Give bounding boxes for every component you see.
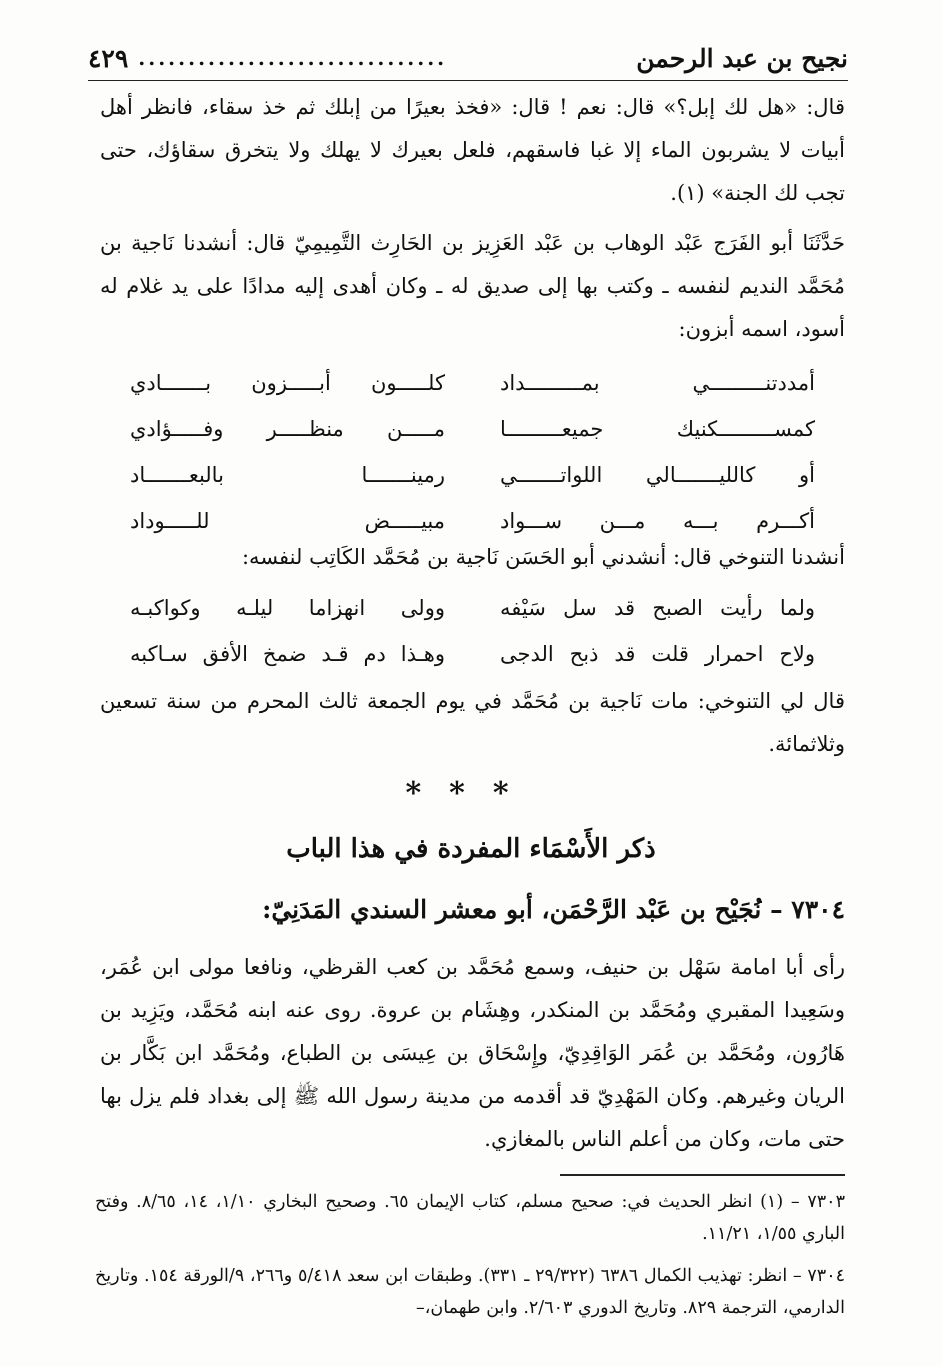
header-title: نجيح بن عبد الرحمن [636, 43, 848, 73]
entry-heading: ٧٣٠٤ – نُجَيْح بن عَبْد الرَّحْمَن، أبو معشر السندي المَدَنِيّ: [262, 895, 845, 924]
poem-2 [130, 585, 815, 677]
verse-first-hemistich: أمددتنـــــــــي بمـــــــــداد [500, 371, 815, 395]
header-left [88, 44, 447, 73]
verse-second-hemistich: رمينـــــــا بالبعـــــــاد [130, 463, 445, 487]
verse-row [130, 631, 815, 677]
verse-row [130, 585, 815, 631]
footnote: ٧٣٠٣ – (١) انظر الحديث في: صحيح مسلم، كتاب الإيمان ٦٥. وصحيح البخاري ١/١٠، ١٤، ٨/٦٥. وفتح الباري ١/٥٥، ١١/٢١. [95, 1192, 845, 1244]
top-paragraph-2: حَدَّثَنَا أبو الفَرَج عَبْد الوهاب بن عَبْد العَزِيز بن الحَارِث التَّمِيمِيّ قال: أنشدنا نَاجية بن مُحَمَّد النديم لنفسه ـ وكتب بها إلى صديق له ـ وكان أهدى إليه مدادًا على يد غلام له أسود، اسمه أبزون: [100, 231, 845, 341]
top-paragraph-1: قال: «هل لك إبل؟» قال: نعم ! قال: «فخذ بعيرًا من إبلك ثم خذ سقاء، فانظر أهل أبيات لا يشربون الماء إلا غبا فاسقهم، فلعل بعيرك لا يهلك ولا يتخرق سقاؤك، حتى تجب لك الجنة» (١). [100, 95, 845, 205]
verse-second-hemistich: مبيـــــض للـــــوداد [130, 509, 445, 533]
verse-first-hemistich: ولاح احمرار قلت قد ذبح الدجى [500, 642, 815, 666]
verse-second-hemistich: مـــــن منظـــــر وفـــــؤادي [130, 417, 445, 441]
verse-row [130, 406, 815, 452]
verse-row [130, 360, 815, 406]
verse-first-hemistich: ولما رأيت الصبح قد سل سَيْفه [500, 596, 815, 620]
header-dots: ............................... [138, 46, 448, 70]
verse-first-hemistich: أكـــرم بـــه مـــن ســـواد [500, 509, 815, 533]
verse-second-hemistich: كلـــــون أبـــــزون بـــــــادي [130, 371, 445, 395]
verse-first-hemistich: كمســـــــــكنيك جميعـــــــــا [500, 417, 815, 441]
middle-paragraph: أنشدنا التنوخي قال: أنشدني أبو الحَسَن نَاجية بن مُحَمَّد الكَاتِب لنفسه: [241, 545, 845, 569]
header-rule [88, 80, 848, 81]
section-separator: *** [405, 776, 537, 811]
poem-1 [130, 360, 815, 544]
entry-text: رأى أبا امامة سَهْل بن حنيف، وسمع مُحَمَّد بن كعب القرظي، ونافعا مولى ابن عُمَر، وسَعِيدا المقبري ومُحَمَّد بن المنكدر، وهِشَام بن عروة. روى عنه ابنه مُحَمَّد، ويَزِيد بن هَارُون، ومُحَمَّد بن عُمَر الوَاقِدِيّ، وإِسْحَاق بن عِيسَى بن الطباع، ومُحَمَّد ابن بَكَّار بن الريان وغيرهم. وكان المَهْدِيّ قد أقدمه من مدينة رسول الله ﷺ إلى بغداد فلم يزل بها حتى مات، وكان من أعلم الناس بالمغازي. [100, 955, 845, 1151]
footnote: ٧٣٠٤ – انظر: تهذيب الكمال ٦٣٨٦ (٢٩/٣٢٢ ـ ٣٣١). وطبقات ابن سعد ٥/٤١٨ و٢٦٦، ٩/الورقة ١٥٤. وتاريخ الدارمي، الترجمة ٨٢٩. وتاريخ الدوري ٢/٦٠٣. وابن طهمان،– [95, 1266, 845, 1318]
closing-paragraph: قال لي التنوخي: مات نَاجية بن مُحَمَّد في يوم الجمعة ثالث المحرم من سنة تسعين وثلاثمائة. [100, 689, 845, 756]
footnotes [95, 1186, 845, 1334]
verse-row [130, 452, 815, 498]
verse-first-hemistich: أو كالليـــــــالي اللواتـــــــي [500, 463, 815, 487]
verse-second-hemistich: وولى انهزاما ليلـه وكواكبـه [130, 596, 445, 620]
section-title: ذكر الأَسْمَاء المفردة في هذا الباب [286, 834, 656, 864]
running-header [88, 38, 848, 78]
page-number: ٤٢٩ [88, 43, 129, 73]
footnote-rule [560, 1174, 845, 1176]
verse-second-hemistich: وهـذا دم قـد ضمخ الأفق سـاكبه [130, 642, 445, 666]
